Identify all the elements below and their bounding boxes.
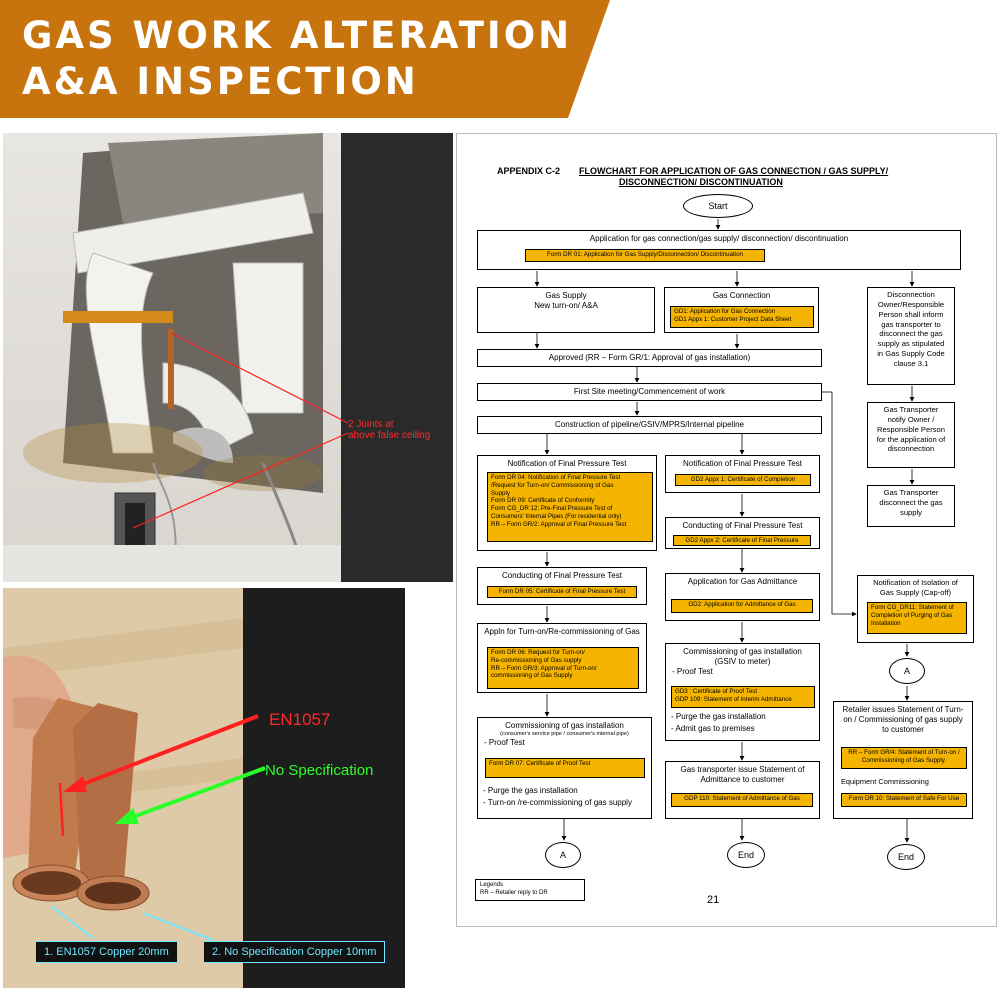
appln-turnon-forms: Form DR 06: Request for Turn-on/ Re-commissioning of Gas supply RR – Form GR/3: Approval of Turn-on/ commissioning of Gas Supply: [487, 647, 639, 689]
appl-admittance-title: Application for Gas Admittance: [687, 577, 798, 586]
conduct-left-form: Form DR 05: Certificate of Final Pressure Test: [487, 586, 637, 598]
gas-supply-box: [477, 287, 655, 333]
ceiling-photo-image: [3, 133, 453, 582]
legends-title: Legends: [480, 882, 504, 888]
flowchart-document: [456, 133, 997, 927]
start-node: Start: [683, 194, 753, 218]
construction-box: [477, 416, 822, 434]
form-dr01: Form DR 01: Application for Gas Supply/Disconnection/ Discontinuation: [525, 249, 765, 262]
gas-supply-title: Gas Supply: [545, 291, 587, 300]
gt-issue-box: [665, 761, 820, 819]
construction-text: Construction of pipeline/GSIV/MPRS/Internal pipeline: [555, 420, 744, 429]
banner-title-line2: A&A INSPECTION: [22, 60, 419, 103]
conduct-mid-title: Conducting of Final Pressure Test: [682, 521, 803, 530]
gas-supply-sub: New turn-on/ A&A: [534, 301, 598, 310]
notif-final-mid-title: Notification of Final Pressure Test: [682, 459, 802, 468]
conduct-mid-form: GD2 Appx 2: Certificate of Final Pressure: [673, 535, 811, 546]
disconnection-box: Disconnection Owner/Responsible Person shall inform gas transporter to disconnect the gas supply as stipulated in Gas Supply Code clause 3.1: [867, 287, 955, 385]
legends-box: [475, 879, 585, 901]
end-node-right: End: [887, 844, 925, 870]
caption-no-spec: 2. No Specification Copper 10mm: [203, 941, 385, 963]
approved-box: [477, 349, 822, 367]
isolation-form: Form CG_DR11: Statement of Completion of Purging of Gas Installation: [867, 602, 967, 634]
copper-pipes-photo: [3, 588, 405, 988]
gt-issue-title: Gas transporter issue Statement of Admittance to customer: [680, 765, 805, 784]
comm-left-title: Commissioning of gas installation: [505, 721, 624, 730]
comm-mid-proof: - Proof Test: [672, 667, 713, 676]
banner-title-line1: GAS WORK ALTERATION: [22, 14, 573, 57]
appln-turnon-title: Appln for Turn-on/Re-commissioning of Gas: [484, 627, 640, 636]
gas-connection-forms: GD1: Application for Gas Connection GD1 Appx 1: Customer Project Data Sheet: [670, 306, 814, 328]
comm-left-form: Form DR 07: Certificate of Proof Test: [485, 758, 645, 778]
comm-left-purge: - Purge the gas installation: [483, 786, 578, 795]
appl-admittance-box: [665, 573, 820, 621]
approved-text: Approved (RR – Form GR/1: Approval of gas installation): [548, 353, 751, 362]
notif-final-left-forms: Form DR 04: Notification of Final Pressure Test /Request for Turn-on/ Commissioning of Gas Supply Form DR 09: Certificate of Conformity Form CG_DR 12: Pre-Final Pressure Test of Consumers' Internal Pipes (For residential only) RR – Form GR/2: Approval of Final Pressure Test: [487, 472, 653, 542]
appendix-label: APPENDIX C-2: [497, 166, 561, 176]
title-banner: [0, 0, 610, 118]
caption-en1057: 1. EN1057 Copper 20mm: [35, 941, 178, 963]
comm-left-turnon: - Turn-on /re-commissioning of gas supply: [483, 798, 632, 807]
gt-notify-box: Gas Transporter notify Owner / Responsible Person for the application of disconnection: [867, 402, 955, 468]
notif-final-mid-form: GD2 Appx 1: Certificate of Completion: [675, 474, 811, 486]
en1057-label: EN1057: [269, 710, 331, 729]
end-node-mid: End: [727, 842, 765, 868]
comm-mid-title: Commissioning of gas installation (GSIV to meter): [683, 647, 802, 666]
notif-final-left-title: Notification of Final Pressure Test: [507, 459, 627, 468]
connector-a-right: A: [889, 658, 925, 684]
comm-mid-purge: - Purge the gas installation: [671, 712, 766, 721]
comm-left-sub: (consumer's service pipe / consumer's internal pipe): [500, 731, 629, 737]
gt-disconnect-box: Gas Transporter disconnect the gas supply: [867, 485, 955, 527]
comm-mid-forms: GD3 : Certificate of Proof Test GDP 109: Statement of Interim Admittance: [671, 686, 815, 708]
isolation-box: Notification of Isolation of Gas Supply (Cap-off): [857, 575, 974, 643]
retailer-title: Retailer issues Statement of Turn- on / Commissioning of gas supply to customer: [842, 705, 964, 734]
flowchart-title-line1: FLOWCHART FOR APPLICATION OF GAS CONNECTION / GAS SUPPLY/: [579, 166, 889, 176]
gt-issue-form: GDP 110: Statement of Admittance of Gas: [671, 793, 813, 807]
copper-pipes-image: [3, 588, 405, 988]
comm-mid-admit: - Admit gas to premises: [671, 724, 755, 733]
connector-a-left: A: [545, 842, 581, 868]
flowchart-title-line2: DISCONNECTION/ DISCONTINUATION: [619, 177, 783, 187]
conduct-left-title: Conducting of Final Pressure Test: [502, 571, 622, 580]
first-site-text: First Site meeting/Commencement of work: [573, 387, 726, 396]
no-spec-label: No Specification: [265, 762, 374, 779]
legends-text: RR – Retailer reply to DR: [480, 889, 548, 896]
page-number: 21: [707, 894, 720, 906]
application-text: Application for gas connection/gas supply/ disconnection/ discontinuation: [589, 234, 849, 243]
equipment-commissioning: Equipment Commissioning: [841, 777, 929, 786]
form-dr10: Form DR 10: Statement of Safe For Use: [841, 793, 967, 807]
ceiling-photo: [3, 133, 453, 582]
first-site-box: [477, 383, 822, 401]
gas-connection-title: Gas Connection: [712, 291, 771, 300]
appl-admittance-form: GD2: Application for Admittance of Gas: [671, 599, 813, 613]
retailer-form: RR – Form GR/4: Statement of Turn-on / Commissioning of Gas Supply.: [841, 747, 967, 769]
comm-left-proof: - Proof Test: [484, 737, 525, 747]
joints-annotation: 2 Joints at above false ceiling: [348, 419, 431, 441]
